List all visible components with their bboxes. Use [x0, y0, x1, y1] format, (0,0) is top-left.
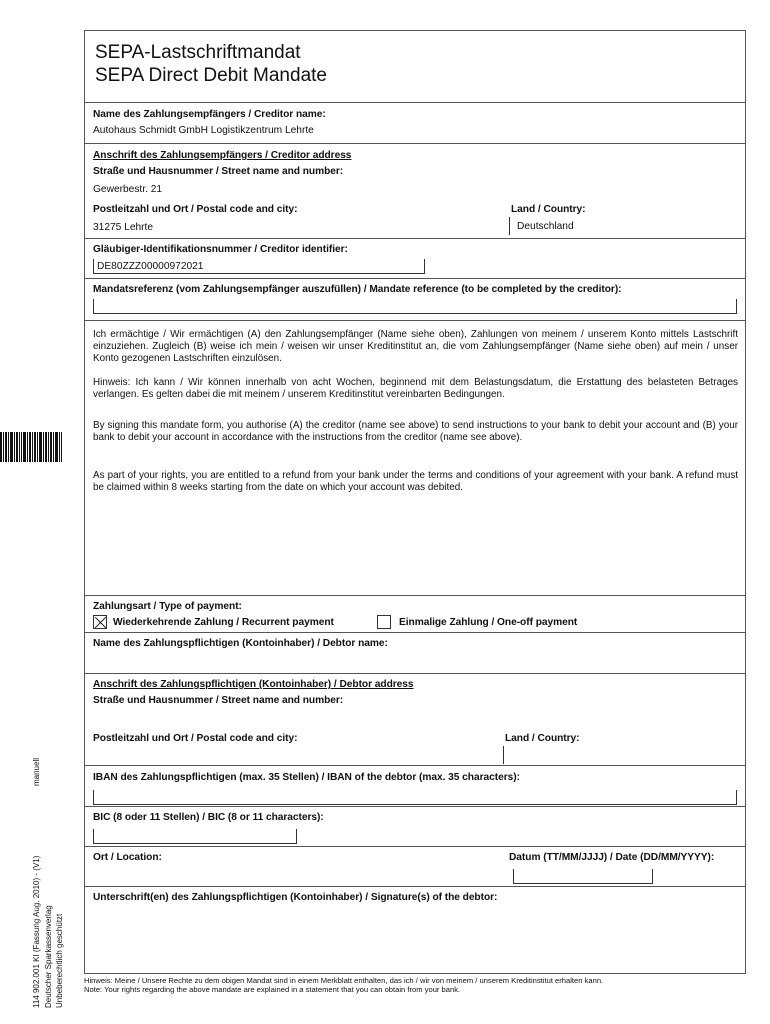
payment-type-section	[85, 595, 745, 632]
creditor-address-section	[85, 143, 745, 238]
payment-type-label: Zahlungsart / Type of payment:	[93, 601, 242, 612]
debtor-address-heading: Anschrift des Zahlungspflichtigen (Kontoinhaber) / Debtor address	[93, 679, 414, 690]
debtor-address-section	[85, 673, 745, 766]
creditor-name-value: Autohaus Schmidt GmbH Logistikzentrum Lehrte	[93, 125, 314, 136]
iban-input[interactable]	[93, 790, 737, 805]
creditor-address-heading: Anschrift des Zahlungsempfängers / Creditor address	[93, 150, 352, 161]
creditor-name-label: Name des Zahlungsempfängers / Creditor name:	[93, 109, 326, 120]
text-de-hint: Hinweis: Ich kann / Wir können innerhalb von acht Wochen, beginnend mit dem Belastungsdatum, die Erstattung des belasteten Betrages verlangen. Es gelten dabei die mit meinem / unserem Kreditinstitut vereinbarten Bedingungen.	[93, 377, 738, 400]
date-input[interactable]	[513, 869, 653, 884]
location-date-section	[85, 846, 745, 887]
debtor-street-label: Straße und Hausnummer / Street name and number:	[93, 695, 344, 706]
text-de-authorisation: Ich ermächtige / Wir ermächtigen (A) den Zahlungsempfänger (Name siehe oben), Zahlungen von meinem / unserem Konto mittels Lastschrift einzuziehen. Zugleich (B) weise ich mein / weisen wir unser Kreditinstitut an, die vom Zahlungsempfänger (Name siehe oben) auf mein / unser Konto gezogenen Lastschriften einzulösen.	[93, 329, 738, 364]
title-en: SEPA Direct Debit Mandate	[95, 65, 327, 86]
side-label-manuell: manuell	[32, 757, 41, 786]
location-label: Ort / Location:	[93, 852, 162, 863]
side-copyright: Unbeberechtlich geschützt	[55, 913, 64, 1008]
mandate-reference-label: Mandatsreferenz (vom Zahlungsempfänger auszufüllen) / Mandate reference (to be completed by the creditor):	[93, 284, 622, 295]
footer-note-en: Note: Your rights regarding the above mandate are explained in a statement that you can obtain from your bank.	[84, 985, 461, 994]
creditor-country-label: Land / Country:	[511, 204, 586, 215]
footer-note	[84, 976, 764, 994]
creditor-postal-value: 31275 Lehrte	[93, 222, 154, 233]
iban-label: IBAN des Zahlungspflichtigen (max. 35 Stellen) / IBAN of the debtor (max. 35 characters):	[93, 772, 520, 783]
oneoff-payment-label: Einmalige Zahlung / One-off payment	[399, 617, 578, 628]
bic-label: BIC (8 oder 11 Stellen) / BIC (8 or 11 characters):	[93, 812, 324, 823]
debtor-country-divider	[503, 746, 504, 764]
creditor-id-label: Gläubiger-Identifikationsnummer / Creditor identifier:	[93, 244, 348, 255]
creditor-country-divider	[509, 217, 510, 235]
debtor-name-label: Name des Zahlungspflichtigen (Kontoinhaber) / Debtor name:	[93, 638, 388, 649]
creditor-street-label: Straße und Hausnummer / Street name and number:	[93, 166, 344, 177]
creditor-country-value: Deutschland	[517, 221, 574, 232]
oneoff-payment-checkbox[interactable]	[377, 615, 391, 629]
signature-section	[85, 886, 745, 974]
creditor-id-value: DE80ZZZ00000972021	[97, 261, 204, 272]
recurrent-payment-checkbox[interactable]	[93, 615, 107, 629]
mandate-form	[84, 30, 746, 974]
form-title	[95, 41, 327, 87]
bic-input[interactable]	[93, 829, 297, 844]
debtor-postal-label: Postleitzahl und Ort / Postal code and city:	[93, 733, 298, 744]
mandate-text-section	[85, 320, 745, 595]
debtor-name-section	[85, 632, 745, 673]
recurrent-payment-label: Wiederkehrende Zahlung / Recurrent payment	[113, 617, 334, 628]
text-en-authorisation: By signing this mandate form, you authorise (A) the creditor (name see above) to send instructions to your bank to debit your account and (B) your bank to debit your account in accordance with the instructions from the creditor (name see above).	[93, 420, 738, 443]
signature-label: Unterschrift(en) des Zahlungspflichtigen (Kontoinhaber) / Signature(s) of the debtor:	[93, 892, 498, 903]
text-en-rights: As part of your rights, you are entitled to a refund from your bank under the terms and conditions of your agreement with your bank. A refund must be claimed within 8 weeks starting from the date on which your account was debited.	[93, 470, 738, 493]
creditor-id-section	[85, 238, 745, 279]
debtor-country-label: Land / Country:	[505, 733, 580, 744]
iban-section	[85, 765, 745, 807]
title-de: SEPA-Lastschriftmandat	[95, 42, 301, 63]
barcode-icon	[0, 432, 62, 462]
date-label: Datum (TT/MM/JJJJ) / Date (DD/MM/YYYY):	[509, 852, 715, 863]
creditor-name-section	[85, 102, 745, 144]
mandate-reference-section	[85, 278, 745, 321]
creditor-postal-label: Postleitzahl und Ort / Postal code and city:	[93, 204, 298, 215]
bic-section	[85, 806, 745, 847]
side-form-number: 114 902.001 KI (Fassung Aug. 2010) - (V1)	[32, 855, 41, 1008]
mandate-reference-input[interactable]	[93, 299, 737, 314]
side-publisher: Deutscher Sparkassenverlag	[44, 905, 53, 1008]
creditor-street-value: Gewerbestr. 21	[93, 184, 163, 195]
footer-note-de: Hinweis: Meine / Unsere Rechte zu dem obigen Mandat sind in einem Merkblatt enthalten, das ich / wir von meinem / unserem Kreditinstitut erhalten kann.	[84, 976, 604, 985]
